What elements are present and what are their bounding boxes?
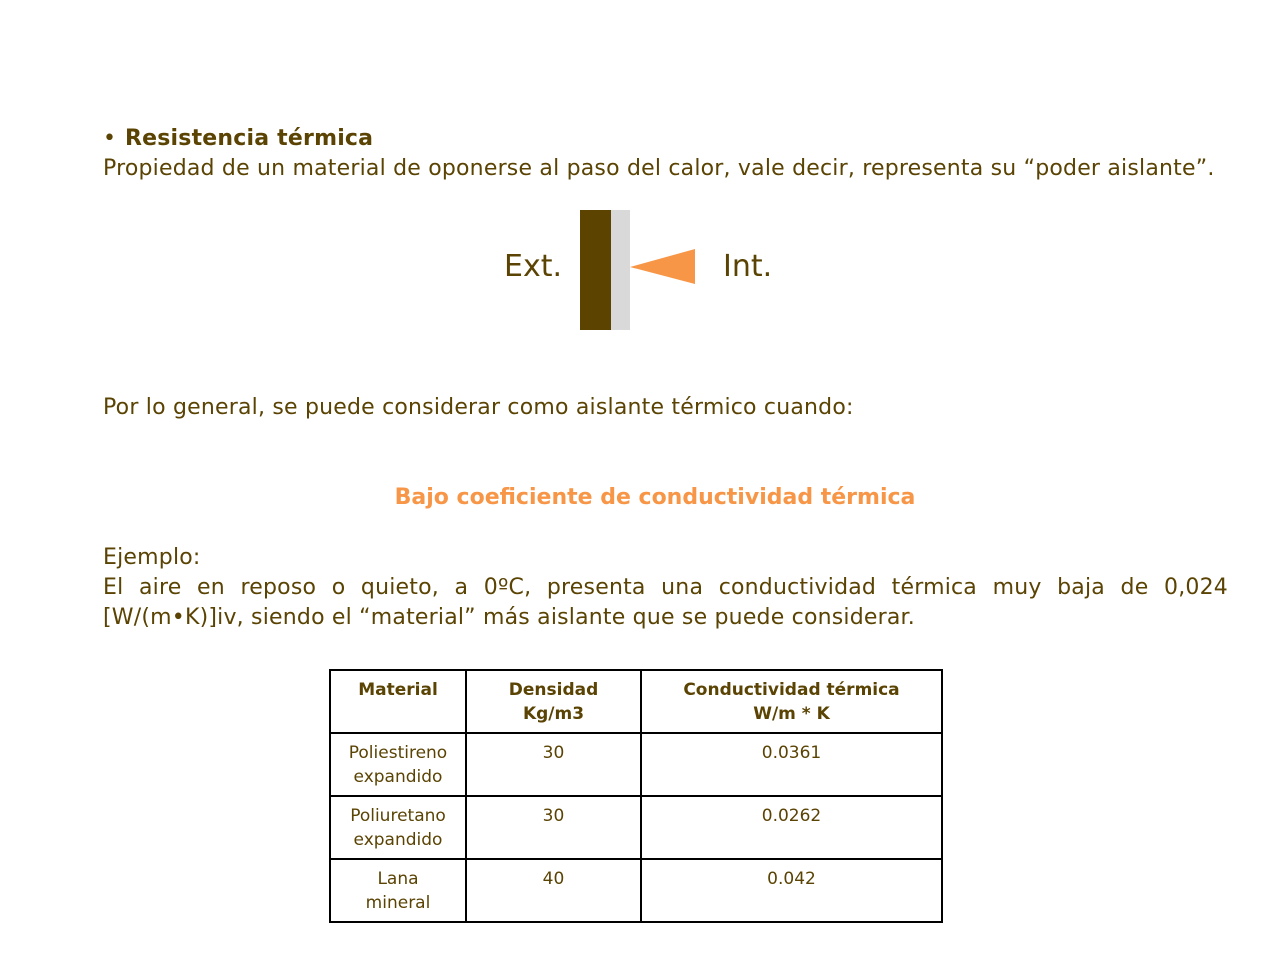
interior-label: Int. (723, 249, 773, 284)
material-cell (330, 733, 466, 796)
column-header-conductivity (641, 670, 942, 733)
definition-text: Propiedad de un material de oponerse al paso del calor, vale decir, representa su “poder aislante”. (103, 156, 1215, 181)
material-name: Poliuretano (350, 806, 446, 826)
conductivity-cell: 0.042 (641, 859, 942, 922)
material-name: Lana (377, 869, 419, 889)
table-row (330, 733, 942, 796)
density-cell: 40 (466, 859, 641, 922)
section-heading (103, 124, 1228, 154)
heading-text: Resistencia térmica (125, 126, 374, 151)
conductivity-cell: 0.0361 (641, 733, 942, 796)
material-name-suffix: expandido (353, 767, 443, 787)
column-header-material (330, 670, 466, 733)
material-name-suffix: expandido (353, 830, 443, 850)
highlight-text: Bajo coeficiente de conductividad térmica (394, 485, 916, 510)
bullet-marker: • (103, 126, 117, 151)
exterior-label: Ext. (504, 249, 563, 284)
table-row (330, 796, 942, 859)
density-cell: 30 (466, 796, 641, 859)
conductivity-cell: 0.0262 (641, 796, 942, 859)
wall-layer (580, 210, 611, 330)
column-header-density (466, 670, 641, 733)
insulation-layer (611, 210, 630, 330)
header-unit: W/m * K (753, 704, 830, 724)
material-cell (330, 796, 466, 859)
header-line: Material (358, 680, 438, 700)
density-cell: 30 (466, 733, 641, 796)
material-name: Poliestireno (348, 743, 448, 763)
example-text: El aire en reposo o quieto, a 0ºC, presenta una conductividad térmica muy baja de 0,024 [W/(m•K)]iv, siendo el “material” más aislante que se puede considerar. (103, 575, 1228, 630)
table-header-row (330, 670, 942, 733)
header-unit: Kg/m3 (522, 704, 585, 724)
general-statement: Por lo general, se puede considerar como aislante térmico cuando: (103, 395, 854, 420)
material-cell (330, 859, 466, 922)
definition-block (103, 124, 1228, 184)
example-label: Ejemplo: (103, 545, 201, 570)
material-name-suffix: mineral (365, 893, 431, 913)
table-row (330, 859, 942, 922)
header-line: Conductividad térmica (683, 680, 900, 700)
example-block (103, 543, 1228, 633)
heat-flow-arrow-icon (630, 249, 696, 285)
header-line: Densidad (508, 680, 599, 700)
materials-table (329, 669, 943, 923)
